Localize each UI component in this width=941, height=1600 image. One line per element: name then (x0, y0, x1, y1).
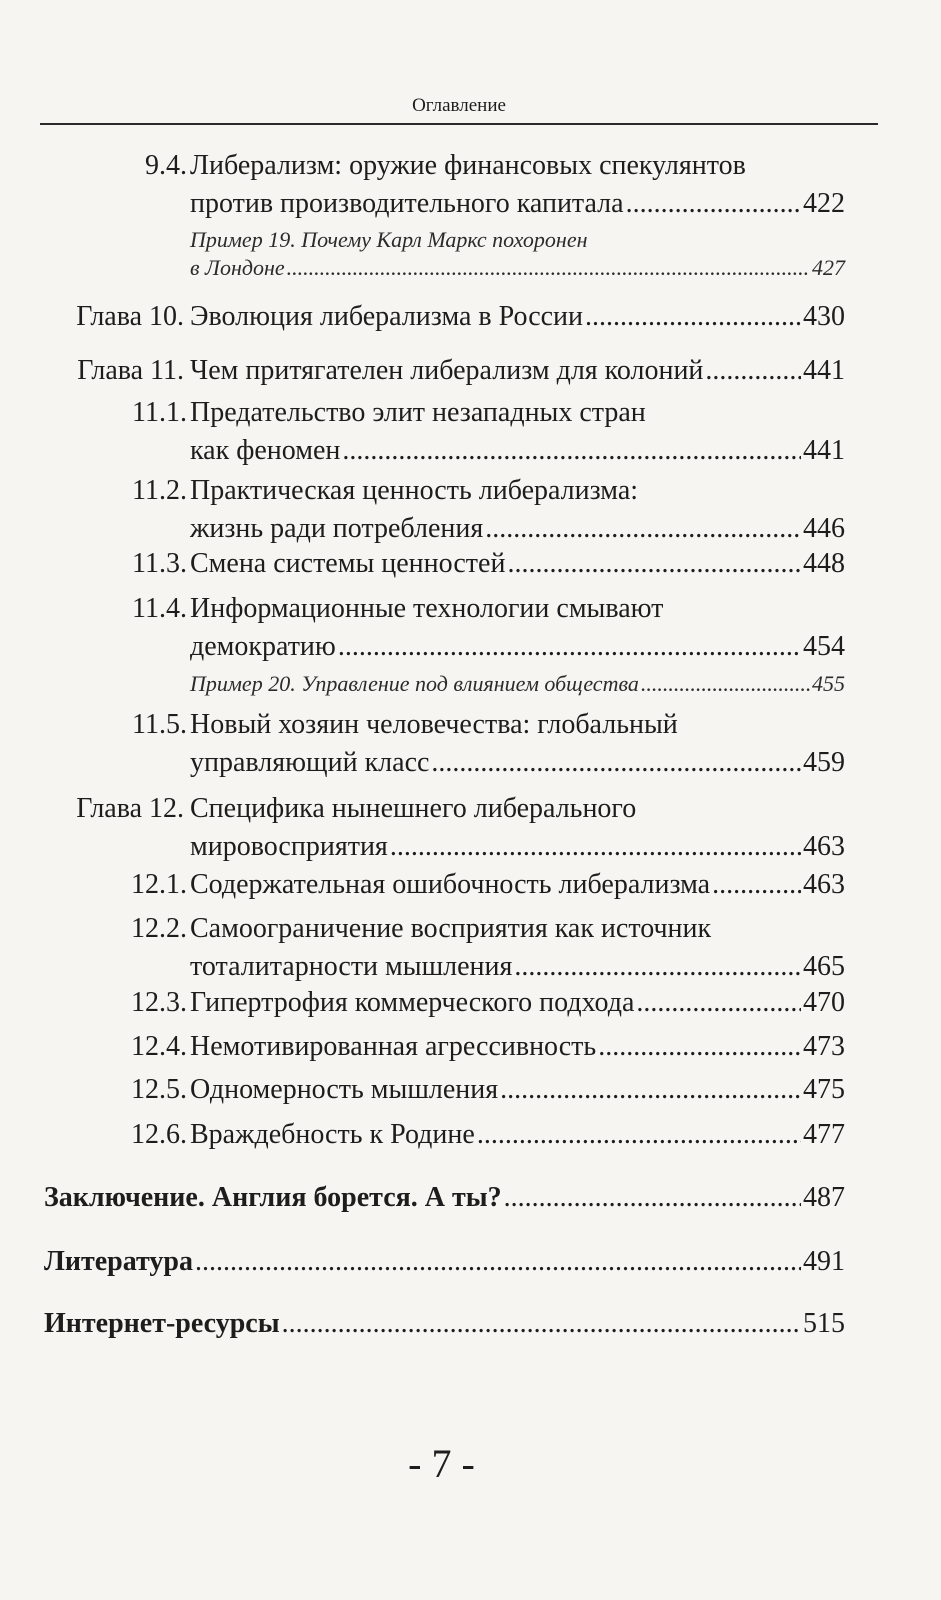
toc-page-number: 454 (803, 631, 845, 662)
toc-entry-12-5[interactable] (131, 1071, 845, 1109)
toc-example-title-line: Пример 19. Почему Карл Маркс похоронен (190, 227, 588, 252)
toc-page-number: 430 (803, 301, 845, 332)
leader-dots (485, 510, 801, 548)
toc-entry-title: против производительного капитала (190, 188, 624, 219)
toc-page-number: 470 (803, 987, 845, 1018)
page-number: - 7 - (408, 1441, 475, 1486)
leader-dots (626, 185, 801, 223)
toc-entry-title: тоталитарности мышления (190, 951, 513, 982)
toc-entry-12-1[interactable] (131, 866, 845, 904)
leader-dots (500, 1071, 801, 1109)
toc-entry-title: Немотивированная агрессивность (190, 1031, 597, 1062)
toc-entry-11-3[interactable] (132, 545, 845, 583)
page-header: Оглавление (412, 95, 506, 116)
toc-page-number: 475 (803, 1074, 845, 1105)
toc-entry-number: 12.4. (131, 1031, 187, 1062)
toc-entry-title: как феномен (190, 435, 341, 466)
leader-dots (195, 1243, 801, 1281)
toc-entry-number: 11.3. (132, 548, 187, 579)
toc-entry-title: Содержательная ошибочность либерализма (190, 869, 711, 900)
toc-page-number: 473 (803, 1031, 845, 1062)
toc-chapter-title: Эволюция либерализма в России (190, 301, 584, 332)
toc-page-number: 446 (803, 513, 845, 544)
toc-entry-12-3[interactable] (131, 984, 845, 1022)
toc-page-number: 455 (812, 671, 845, 696)
toc-page-number: 463 (803, 831, 845, 862)
leader-dots (514, 948, 801, 986)
toc-chapter-11[interactable] (77, 352, 845, 390)
toc-example-20[interactable] (190, 670, 845, 698)
leader-dots (504, 1179, 801, 1217)
toc-entry-12-4[interactable] (131, 1028, 845, 1066)
toc-entry-title: Враждебность к Родине (190, 1119, 475, 1150)
toc-entry-title-line: Практическая ценность либерализма: (190, 475, 639, 506)
toc-entry-title: Гипертрофия коммерческого подхода (190, 987, 635, 1018)
leader-dots (598, 1028, 801, 1066)
leader-dots (636, 984, 801, 1022)
toc-page-number: 427 (812, 255, 845, 280)
leader-dots (338, 628, 801, 666)
leader-dots (641, 670, 810, 698)
toc-entry-title: управляющий класс (190, 747, 430, 778)
toc-entry-12-2[interactable] (131, 910, 845, 986)
toc-literature[interactable] (44, 1243, 845, 1281)
toc-chapter-number: Глава 12. (76, 793, 184, 824)
toc-entry-title: жизнь ради потребления (190, 513, 484, 544)
toc-entry-number: 9.4. (145, 150, 187, 181)
toc-entry-9-4[interactable] (145, 147, 845, 223)
toc-section-title: Литература (44, 1246, 193, 1277)
toc-chapter-title: мировосприятия (190, 831, 388, 862)
toc-section-title: Интернет-ресурсы (44, 1308, 280, 1339)
toc-page-number: 477 (803, 1119, 845, 1150)
leader-dots (431, 744, 801, 782)
toc-entry-number: 12.6. (131, 1119, 187, 1150)
toc-internet-resources[interactable] (44, 1305, 845, 1343)
toc-entry-number: 12.1. (131, 869, 187, 900)
toc-entry-title-line: Либерализм: оружие финансовых спекулянтов (190, 150, 746, 181)
toc-chapter-number: Глава 11. (77, 355, 184, 386)
toc-section-title: Заключение. Англия борется. А ты? (44, 1182, 502, 1213)
toc-chapter-10[interactable] (76, 298, 845, 336)
toc-page-number: 441 (803, 435, 845, 466)
toc-entry-number: 11.5. (132, 709, 187, 740)
toc-example-title: в Лондоне (190, 255, 285, 280)
toc-entry-title: Смена системы ценностей (190, 548, 506, 579)
toc-conclusion[interactable] (44, 1179, 845, 1217)
toc-entry-title-line: Информационные технологии смывают (190, 593, 664, 624)
toc-entry-11-5[interactable] (132, 706, 845, 782)
leader-dots (287, 254, 810, 282)
toc-entry-number: 12.5. (131, 1074, 187, 1105)
leader-dots (477, 1116, 801, 1154)
leader-dots (390, 828, 801, 866)
toc-example-title: Пример 20. Управление под влиянием общества (190, 671, 639, 696)
toc-page-number: 515 (803, 1308, 845, 1339)
toc-entry-12-6[interactable] (131, 1116, 845, 1154)
toc-page-number: 459 (803, 747, 845, 778)
toc-entry-number: 11.1. (132, 397, 187, 428)
toc-page-number: 491 (803, 1246, 845, 1277)
toc-page-number: 465 (803, 951, 845, 982)
toc-entry-title: Одномерность мышления (190, 1074, 499, 1105)
toc-entry-title-line: Предательство элит незападных стран (190, 397, 646, 428)
toc-page-number: 448 (803, 548, 845, 579)
toc-example-19[interactable] (190, 226, 845, 282)
leader-dots (507, 545, 801, 583)
leader-dots (705, 352, 801, 390)
toc-page-number: 463 (803, 869, 845, 900)
toc-entry-title: демократию (190, 631, 336, 662)
toc-entry-11-4[interactable] (132, 590, 845, 666)
toc-page-number: 441 (803, 355, 845, 386)
toc-entry-number: 11.4. (132, 593, 187, 624)
toc-entry-number: 12.3. (131, 987, 187, 1018)
leader-dots (282, 1305, 801, 1343)
toc-entry-number: 11.2. (132, 475, 187, 506)
toc-entry-title-line: Самоограничение восприятия как источник (190, 913, 712, 944)
toc-page-number: 487 (803, 1182, 845, 1213)
toc-chapter-number: Глава 10. (76, 301, 184, 332)
leader-dots (342, 432, 801, 470)
leader-dots (585, 298, 801, 336)
toc-chapter-12[interactable] (76, 790, 845, 866)
leader-dots (712, 866, 801, 904)
toc-chapter-title: Чем притягателен либерализм для колоний (190, 355, 704, 386)
toc-entry-11-1[interactable] (132, 394, 845, 470)
toc-entry-number: 12.2. (131, 913, 187, 944)
toc-chapter-title-line: Специфика нынешнего либерального (190, 793, 637, 824)
toc-entry-title-line: Новый хозяин человечества: глобальный (190, 709, 678, 740)
toc-page-number: 422 (803, 188, 845, 219)
toc-entry-11-2[interactable] (132, 472, 845, 548)
